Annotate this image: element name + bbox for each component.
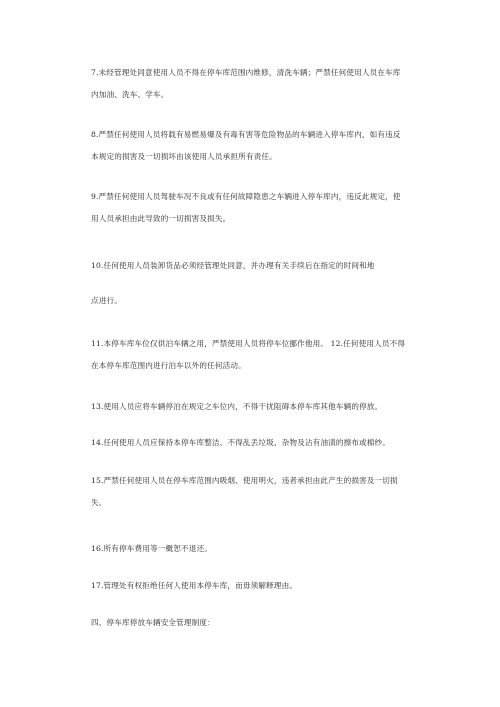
paragraph-item-17 [91,575,411,597]
section-heading-4 [91,612,411,634]
paragraph-item-15 [91,470,411,514]
paragraph-line: 10.任何使用人员装卸货品必须经管理处同意，并办理有关手续后在指定的时间和地 [91,261,375,270]
paragraph-item-8 [91,124,411,168]
paragraph-line: 内加油、洗车、学车。 [91,90,169,99]
paragraph-line: 在本停车库范围内进行泊车以外的任何活动。 [91,361,246,370]
paragraph-item-7 [91,62,411,106]
paragraph-item-9 [91,186,411,230]
paragraph-line: 本规定的损害及一切损坏由该使用人员承担所有责任。 [91,152,277,161]
paragraph-line: 9.严禁任何使用人员驾驶车况不良或有任何故障隐患之车辆进入停车库内，违反此规定，使 [91,192,401,201]
paragraph-line: 17.管理处有权拒绝任何人使用本停车库，而毋须解释理由。 [91,581,298,590]
paragraph-item-10-continued [91,290,411,312]
paragraph-line: 16.所有停车费用等一概恕不退还。 [91,544,212,553]
paragraph-line: 15.严禁任何使用人员在停车库范围内吸烟、使用明火，违者承担由此产生的损害及一切损 [91,476,398,485]
paragraph-line: 点进行。 [91,296,122,305]
paragraph-item-10 [91,255,411,277]
paragraph-line: 14.任何使用人员应保持本停车库整洁、不得乱丢垃圾、杂物及沾有油渍的擦布或棉纱。 [91,438,391,447]
paragraph-line: 用人员承担由此导致的一切损害及损失。 [91,214,231,223]
section-heading-text: 四、停车库停放车辆安全管理制度： [91,618,215,627]
paragraph-line: 8.严禁任何使用人员将载有易燃易爆及有毒有害等危险物品的车辆进入停车库内，如有违反 [91,130,401,139]
paragraph-line: 7.未经管理处同意使用人员不得在停车库范围内维修，清洗车辆；严禁任何使用人员在车库 [91,68,401,77]
paragraph-item-11-12 [91,333,411,377]
paragraph-item-14 [91,432,411,454]
paragraph-line: 11.本停车库车位仅供泊车辆之用，严禁使用人员将停车位挪作他用。 12.任何使用人员不得 [91,339,406,348]
paragraph-line: 13.使用人员应将车辆停泊在规定之车位内，不得干扰阻碍本停车库其他车辆的停放。 [91,402,383,411]
paragraph-item-16 [91,538,411,560]
paragraph-line: 失。 [91,498,107,507]
paragraph-item-13 [91,396,411,418]
